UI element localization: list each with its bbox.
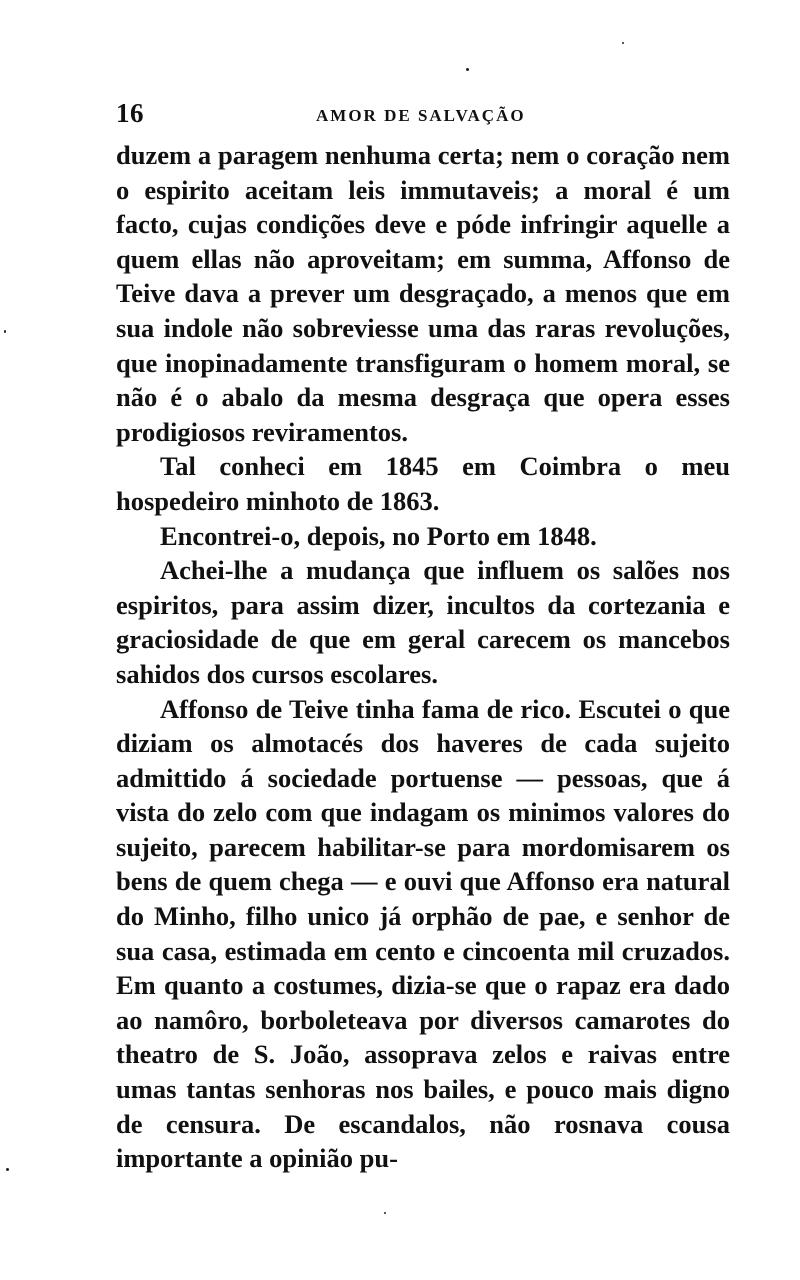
paragraph-5: Affonso de Teive tinha fama de rico. Escutei o que diziam os almotacés dos haveres de cada sujeito admittido á sociedade portuense — pessoas, que á vista do zelo com que indagam os minimos valores do sujeito, parecem habilitar-se para mordomisarem os bens de quem chega — e ouvi que Affonso era natural do Minho, filho unico já orphão de pae, e senhor de sua casa, estimada em cento e cincoenta mil cruzados. Em quanto a costumes, dizia-se que o rapaz era dado ao namôro, borboleteava por diversos camarotes do theatro de S. João, assoprava zelos e raivas entre umas tantas senhoras nos bailes, e pouco mais digno de censura. De escandalos, não rosnava cousa importante a opinião pu- (116, 693, 730, 1174)
body-text (116, 138, 730, 1176)
print-speck (4, 330, 6, 333)
paragraph-1: duzem a paragem nenhuma certa; nem o coração nem o espirito aceitam leis immutaveis; a moral é um facto, cujas condições deve e póde infringir aquelle a quem ellas não aproveitam; em summa, Affonso de Teive dava a prever um desgraçado, a menos que em sua indole não sobreviesse uma das raras revoluções, que inopinadamente transfiguram o homem moral, se não é o abalo da mesma desgraça que opera esses prodigiosos reviramentos. (116, 140, 730, 447)
print-speck (466, 68, 469, 71)
page-number: 16 (116, 98, 144, 128)
print-speck (6, 1168, 9, 1171)
paragraph-2: Tal conheci em 1845 em Coimbra o meu hospedeiro minhoto de 1863. (116, 451, 730, 516)
print-speck (384, 1212, 386, 1214)
running-title: AMOR DE SALVAÇÃO (316, 106, 526, 125)
page-header (116, 98, 732, 138)
paragraph-4: Achei-lhe a mudança que influem os salões nos espiritos, para assim dizer, incultos da cortezania e graciosidade de que em geral carecem os mancebos sahidos dos cursos escolares. (116, 555, 730, 689)
paragraph-3: Encontrei-o, depois, no Porto em 1848. (160, 520, 597, 551)
print-speck (622, 42, 624, 44)
